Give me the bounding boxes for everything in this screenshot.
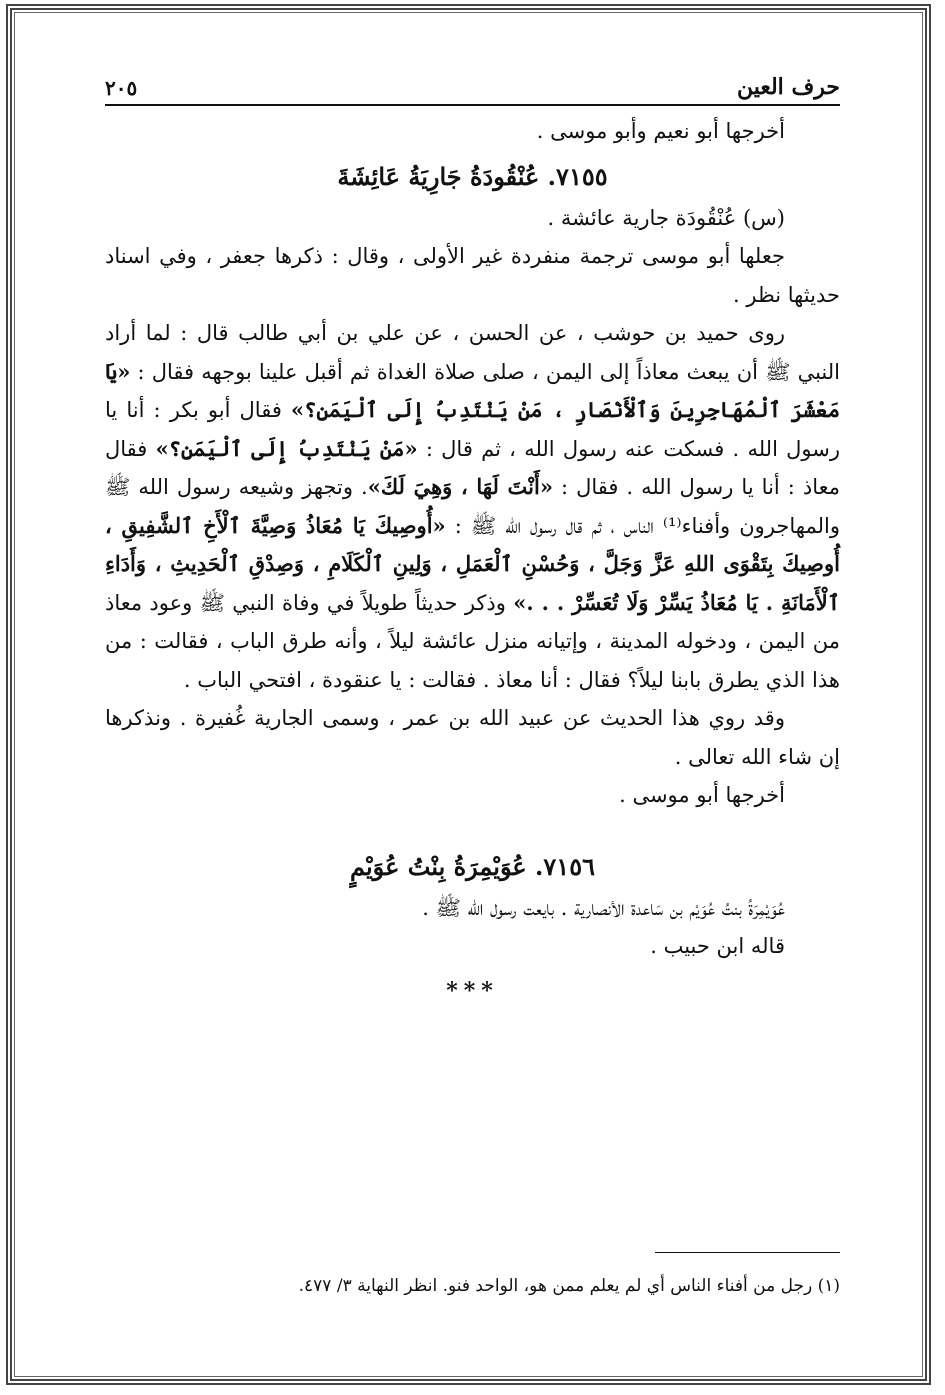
paragraph: (س) عُنْقُودَة جارية عائشة . <box>547 205 785 230</box>
paragraph: وقد روي هذا الحديث عن عبيد الله بن عمر ، وسمى الجارية غُفيرة . ونذكرها إن شاء الله تعالى . <box>105 706 840 769</box>
section-separator: *** <box>446 977 499 1004</box>
paragraph: أخرجها أبو نعيم وأبو موسى . <box>536 119 785 143</box>
book-page <box>105 62 840 1362</box>
text-run: وذكر حديثاً طويلاً في وفاة النبي ﷺ وعود معاذ من اليمن ، ودخوله المدينة ، وإتيانه منزل عائشة ليلاً ، وأنه طرق الباب ، فقالت : من هذا الذي يطرق بابنا ليلاً؟ فقال : أنا معاذ . فقالت : يا عنقودة ، افتحي الباب . <box>105 590 840 692</box>
text-run: . وتجهز وشيعه رسول الله ﷺ والمهاجرون وأفناء⁽¹⁾ الناس ، ثم قال رسول الله ﷺ : <box>105 475 840 538</box>
hadith-quote: «أُوصِيكَ يَا مُعَاذُ وَصِيَّةَ ٱلْأَخِ ٱلشَّفِيقِ ، أُوصِيكَ بِتَقْوَى اللهِ عَزَّ وَجَلَّ ، وَحُسْنِ ٱلْعَمَلِ ، وَلِينِ ٱلْكَلَامِ ، وَصِدْقِ ٱلْحَدِيثِ ، وَأَدَاءِ ٱلْأَمَانَةِ . يَا مُعَاذُ يَسِّرْ وَلَا تُعَسِّرْ . . .» <box>105 512 840 615</box>
entry-title: ٧١٥٥. عُنْقُودَةُ جَارِيَةُ عَائِشَةَ <box>337 161 608 191</box>
text-run: فقال أبو بكر : أنا يا رسول الله . فسكت عنه رسول الله ، ثم قال : <box>105 398 840 461</box>
paragraph: جعلها أبو موسى ترجمة منفردة غير الأولى ، وقال : ذكرها جعفر ، وفي اسناد حديثها نظر . <box>105 244 840 307</box>
hadith-quote: «مَنْ يَنْتَدِبُ إِلَى ٱلْيَمَنِ؟» <box>155 435 418 461</box>
paragraph <box>105 314 840 699</box>
text-run: روى حميد بن حوشب ، عن الحسن ، عن علي بن أبي طالب قال : لما أراد النبي ﷺ أن يبعث معاذاً إلى اليمن ، صلى صلاة الغداة ثم أقبل علينا بوجهه فقال : <box>105 321 840 384</box>
chapter-title: حرف العين <box>736 74 840 100</box>
hadith-quote: «يَا مَعْشَرَ ٱلْمُهَاجِرِينَ وَٱلْأَنْصَارِ ، مَنْ يَنْتَدِبُ إِلَى ٱلْيَمَنِ؟» <box>105 358 840 422</box>
footnote-rule <box>655 1252 840 1253</box>
paragraph: قاله ابن حبيب . <box>650 934 785 958</box>
footnote: (١) رجل من أفناء الناس أي لم يعلم ممن هو، الواحد فنو. انظر النهاية ٣/ ٤٧٧. <box>298 1276 840 1296</box>
hadith-quote: «أَنْتَ لَهَا ، وَهِيَ لَكَ» <box>367 474 553 499</box>
text-run: فقال معاذ : أنا يا رسول الله . فقال : <box>105 436 840 499</box>
page-number: ٢٠٥ <box>105 76 138 100</box>
paragraph: عُوَيْمِرَةُ بنتُ عُوَيْم بن سَاعدة الأنصارية . بايعت رسول الله ﷺ . <box>422 895 785 920</box>
entry-title: ٧١٥٦. عُوَيْمِرَةُ بِنْتُ عُوَيْمٍ <box>350 851 595 881</box>
page-body <box>105 106 840 1010</box>
running-header <box>105 62 840 106</box>
paragraph: أخرجها أبو موسى . <box>619 783 785 807</box>
